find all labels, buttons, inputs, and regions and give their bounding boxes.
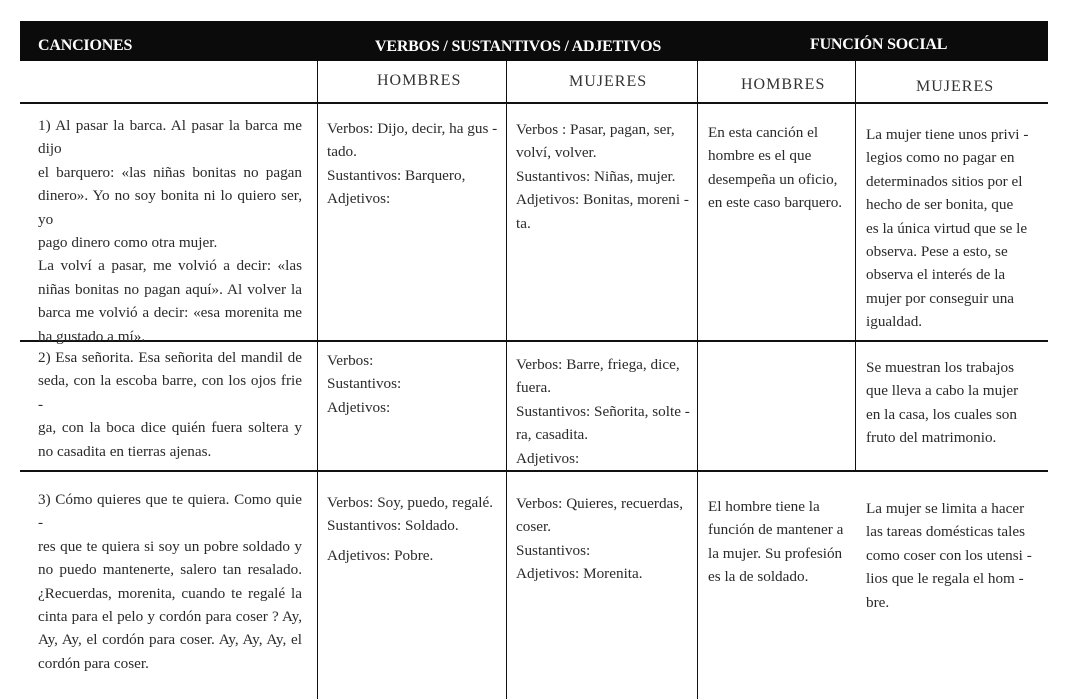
- header-canciones: CANCIONES: [38, 37, 133, 54]
- text-line: en este caso barquero.: [708, 194, 843, 212]
- verbos-mujeres-cell: [516, 118, 692, 235]
- text-line: no puedo mantenerte, salero tan resalado.: [38, 561, 302, 579]
- text-line: observa el interés de la: [866, 266, 1006, 284]
- subheader-verbos-mujeres: MUJERES: [569, 73, 648, 90]
- text-line: Adjetivos:: [516, 449, 580, 467]
- text-line: cinta para el pelo y cordón para coser ? Ay,: [38, 608, 302, 626]
- text-line: Verbos:: [327, 352, 374, 369]
- text-line: Se muestran los trabajos: [866, 359, 1015, 376]
- subheader-funcion-mujeres: MUJERES: [916, 78, 995, 95]
- text-line: Verbos: Quieres, recuerdas,: [516, 495, 683, 512]
- text-line: 1) Al pasar la barca. Al pasar la barca me dijo: [38, 117, 302, 158]
- cancion-cell: [38, 488, 302, 675]
- header-funcion-social: FUNCIÓN SOCIAL: [810, 36, 948, 53]
- text-line: 3) Cómo quieres que te quiera. Como quie -: [38, 491, 302, 532]
- text-line: cordón para coser.: [38, 654, 149, 672]
- text-line: Sustantivos: Soldado.: [327, 517, 459, 535]
- text-line: Adjetivos: Morenita.: [516, 565, 643, 583]
- text-line: hecho de ser bonita, que: [866, 196, 1014, 214]
- text-line: hombre es el que: [708, 147, 812, 165]
- column-rule: [317, 61, 318, 699]
- text-line: tado.: [327, 143, 357, 161]
- text-line: es la de soldado.: [708, 568, 809, 586]
- text-line: ga, con la boca dice quién fuera soltera y: [38, 419, 302, 437]
- text-line: La mujer se limita a hacer: [866, 500, 1025, 517]
- text-line: coser.: [516, 518, 552, 536]
- text-line: función de mantener a: [708, 521, 844, 539]
- column-rule: [697, 61, 698, 699]
- text-line: La volví a pasar, me volvió a decir: «las: [38, 257, 302, 275]
- row-rule: [20, 470, 1048, 472]
- text-line: bre.: [866, 593, 890, 611]
- text-line: que lleva a cabo la mujer: [866, 382, 1019, 400]
- header-verbos: VERBOS / SUSTANTIVOS / ADJETIVOS: [375, 38, 662, 55]
- text-line: barca me volvió a decir: «esa morenita me: [38, 304, 302, 322]
- funcion-hombres-cell: [708, 495, 853, 589]
- text-line: La mujer tiene unos privi -: [866, 126, 1029, 143]
- funcion-mujeres-cell: [866, 123, 1044, 334]
- text-line: ra, casadita.: [516, 426, 589, 444]
- text-line: determinados sitios por el: [866, 172, 1023, 190]
- text-line: Verbos: Dijo, decir, ha gus -: [327, 120, 498, 137]
- text-line: en la casa, los cuales son: [866, 405, 1017, 423]
- row-rule: [20, 102, 1048, 104]
- text-line: ha gustado a mí».: [38, 327, 146, 345]
- verbos-hombres-cell: [327, 491, 499, 567]
- text-line: Verbos: Barre, friega, dice,: [516, 356, 680, 373]
- subheader-verbos-hombres: HOMBRES: [377, 72, 462, 89]
- text-line: igualdad.: [866, 313, 923, 331]
- text-line: la mujer. Su profesión: [708, 544, 843, 562]
- funcion-mujeres-cell: [866, 497, 1044, 614]
- text-line: Sustantivos: Barquero,: [327, 166, 466, 184]
- text-line: res que te quiera si soy un pobre soldado y: [38, 537, 302, 555]
- text-line: 2) Esa señorita. Esa señorita del mandil de: [38, 349, 302, 366]
- cancion-cell: [38, 114, 302, 348]
- text-line: volví, volver.: [516, 144, 597, 162]
- column-rule: [506, 61, 507, 699]
- funcion-hombres-cell: [708, 121, 853, 215]
- text-line: dinero». Yo no soy bonita ni lo quiero ser, yo: [38, 187, 302, 228]
- text-line: Verbos : Pasar, pagan, ser,: [516, 121, 675, 138]
- text-line: como coser con los utensi -: [866, 546, 1032, 564]
- subheader-funcion-hombres: HOMBRES: [741, 76, 826, 93]
- text-line: Sustantivos:: [516, 541, 591, 559]
- text-line: pago dinero como otra mujer.: [38, 234, 218, 252]
- text-line: el barquero: «las niñas bonitas no pagan: [38, 163, 302, 181]
- verbos-hombres-cell: [327, 349, 499, 419]
- text-line: El hombre tiene la: [708, 498, 820, 515]
- text-line: En esta canción el: [708, 124, 819, 141]
- column-rule: [855, 61, 856, 471]
- text-line: legios como no pagar en: [866, 149, 1015, 167]
- text-line: niñas bonitas no pagan aquí». Al volver la: [38, 280, 302, 298]
- verbos-mujeres-cell: [516, 353, 692, 470]
- text-line: ta.: [516, 214, 531, 232]
- verbos-hombres-cell: [327, 117, 499, 211]
- text-line: Adjetivos:: [327, 190, 391, 208]
- text-line: las tareas domésticas tales: [866, 523, 1025, 541]
- text-line: fruto del matrimonio.: [866, 429, 997, 447]
- cancion-cell: [38, 346, 302, 463]
- text-line: Adjetivos:: [327, 398, 391, 416]
- funcion-mujeres-cell: [866, 356, 1044, 450]
- text-line: observa. Pese a esto, se: [866, 243, 1008, 261]
- text-line: Adjetivos: Pobre.: [327, 546, 434, 564]
- text-line: Sustantivos: Niñas, mujer.: [516, 167, 676, 185]
- text-line: lios que le regala el hom -: [866, 570, 1024, 588]
- text-line: desempeña un oficio,: [708, 170, 838, 188]
- text-line: no casadita en tierras ajenas.: [38, 442, 212, 460]
- text-line: Ay, Ay, el cordón para coser. Ay, Ay, Ay, el: [38, 631, 302, 649]
- text-line: es la única virtud que se le: [866, 219, 1028, 237]
- verbos-mujeres-cell: [516, 492, 692, 586]
- text-line: Adjetivos: Bonitas, moreni -: [516, 191, 689, 209]
- text-line: fuera.: [516, 379, 551, 397]
- table-header-band: [20, 21, 1048, 61]
- text-line: seda, con la escoba barre, con los ojos frie -: [38, 372, 302, 413]
- text-line: Sustantivos: Señorita, solte -: [516, 402, 690, 420]
- text-line: mujer por conseguir una: [866, 289, 1015, 307]
- text-line: ¿Recuerdas, morenita, cuando te regalé la: [38, 584, 302, 602]
- text-line: Sustantivos:: [327, 375, 402, 393]
- text-line: Verbos: Soy, puedo, regalé.: [327, 494, 494, 511]
